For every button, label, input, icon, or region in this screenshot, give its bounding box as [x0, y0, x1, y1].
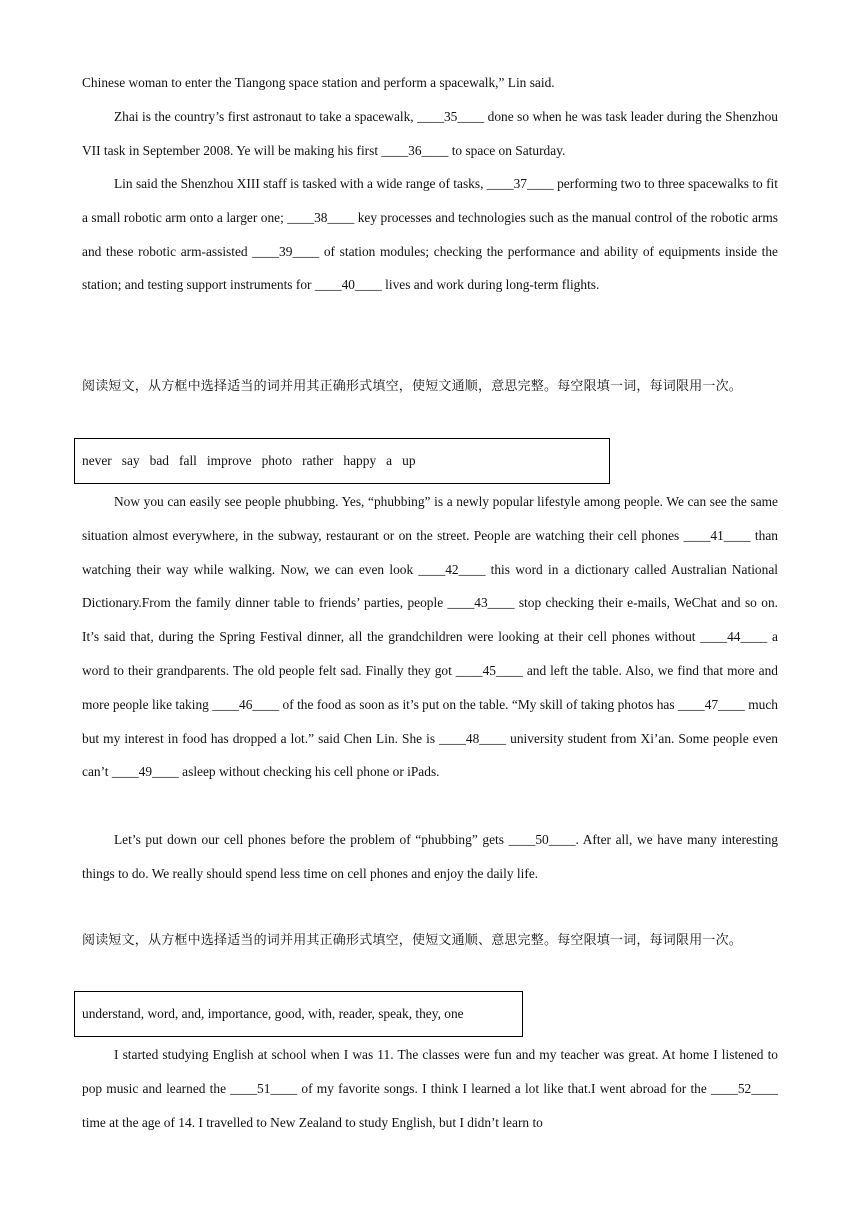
- paragraph: Now you can easily see people phubbing. Yes, “phubbing” is a newly popular lifestyle among people. We can see the same situation almost everywhere, in the subway, restaurant or on the street. People are watching their cell phones ____41____ than watching their way while walking. Now, we can even look ____42____ this word in a dictionary called Australian National Dictionary.From the family dinner table to friends’ parties, people ____43____ stop checking their e-mails, WeChat and so on. It’s said that, during the Spring Festival dinner, all the grandchildren were looking at their cell phones without ____44____ a word to their grandparents. The old people felt sad. Finally they got ____45____ and left the table. Also, we find that more and more people like taking ____46____ of the food as soon as it’s put on the table. “My skill of taking photos has ____47____ much but my interest in food has dropped a lot.” said Chen Lin. She is ____48____ university student from Xi’an. Some people even can’t ____49____ asleep without checking his cell phone or iPads.: [82, 494, 778, 780]
- exercise-instruction: 阅读短文，从方框中选择适当的词并用其正确形式填空，使短文通顺、意思完整。每空限填一词，每词限用一次。: [82, 933, 743, 948]
- paragraph: Lin said the Shenzhou XIII staff is tasked with a wide range of tasks, ____37____ performing two to three spacewalks to fit a small robotic arm onto a larger one; ____38____ key processes and technologies such as the manual control of the robotic arms and these robotic arm-assisted ____39____ of station modules; checking the performance and ability of equipments inside the station; and testing support instruments for ____40____ lives and work during long-term flights.: [82, 176, 778, 293]
- word-box: never say bad fall improve photo rather happy a up: [74, 438, 610, 484]
- paragraph: Chinese woman to enter the Tiangong space station and perform a spacewalk,” Lin said.: [82, 75, 555, 90]
- word-box: understand, word, and, importance, good, with, reader, speak, they, one: [74, 991, 523, 1037]
- exercise-instruction: 阅读短文，从方框中选择适当的词并用其正确形式填空，使短文通顺，意思完整。每空限填一词，每词限用一次。: [82, 379, 743, 394]
- paragraph: I started studying English at school when I was 11. The classes were fun and my teacher was great. At home I listened to pop music and learned the ____51____ of my favorite songs. I think I learned a lot like that.I went abroad for the ____52____ time at the age of 14. I travelled to New Zealand to study English, but I didn’t learn to: [82, 1047, 778, 1130]
- paragraph: Let’s put down our cell phones before the problem of “phubbing” gets ____50____. After all, we have many interesting things to do. We really should spend less time on cell phones and enjoy the daily life.: [82, 832, 778, 881]
- paragraph: Zhai is the country’s first astronaut to take a spacewalk, ____35____ done so when he was task leader during the Shenzhou VII task in September 2008. Ye will be making his first ____36____ to space on Saturday.: [82, 109, 778, 158]
